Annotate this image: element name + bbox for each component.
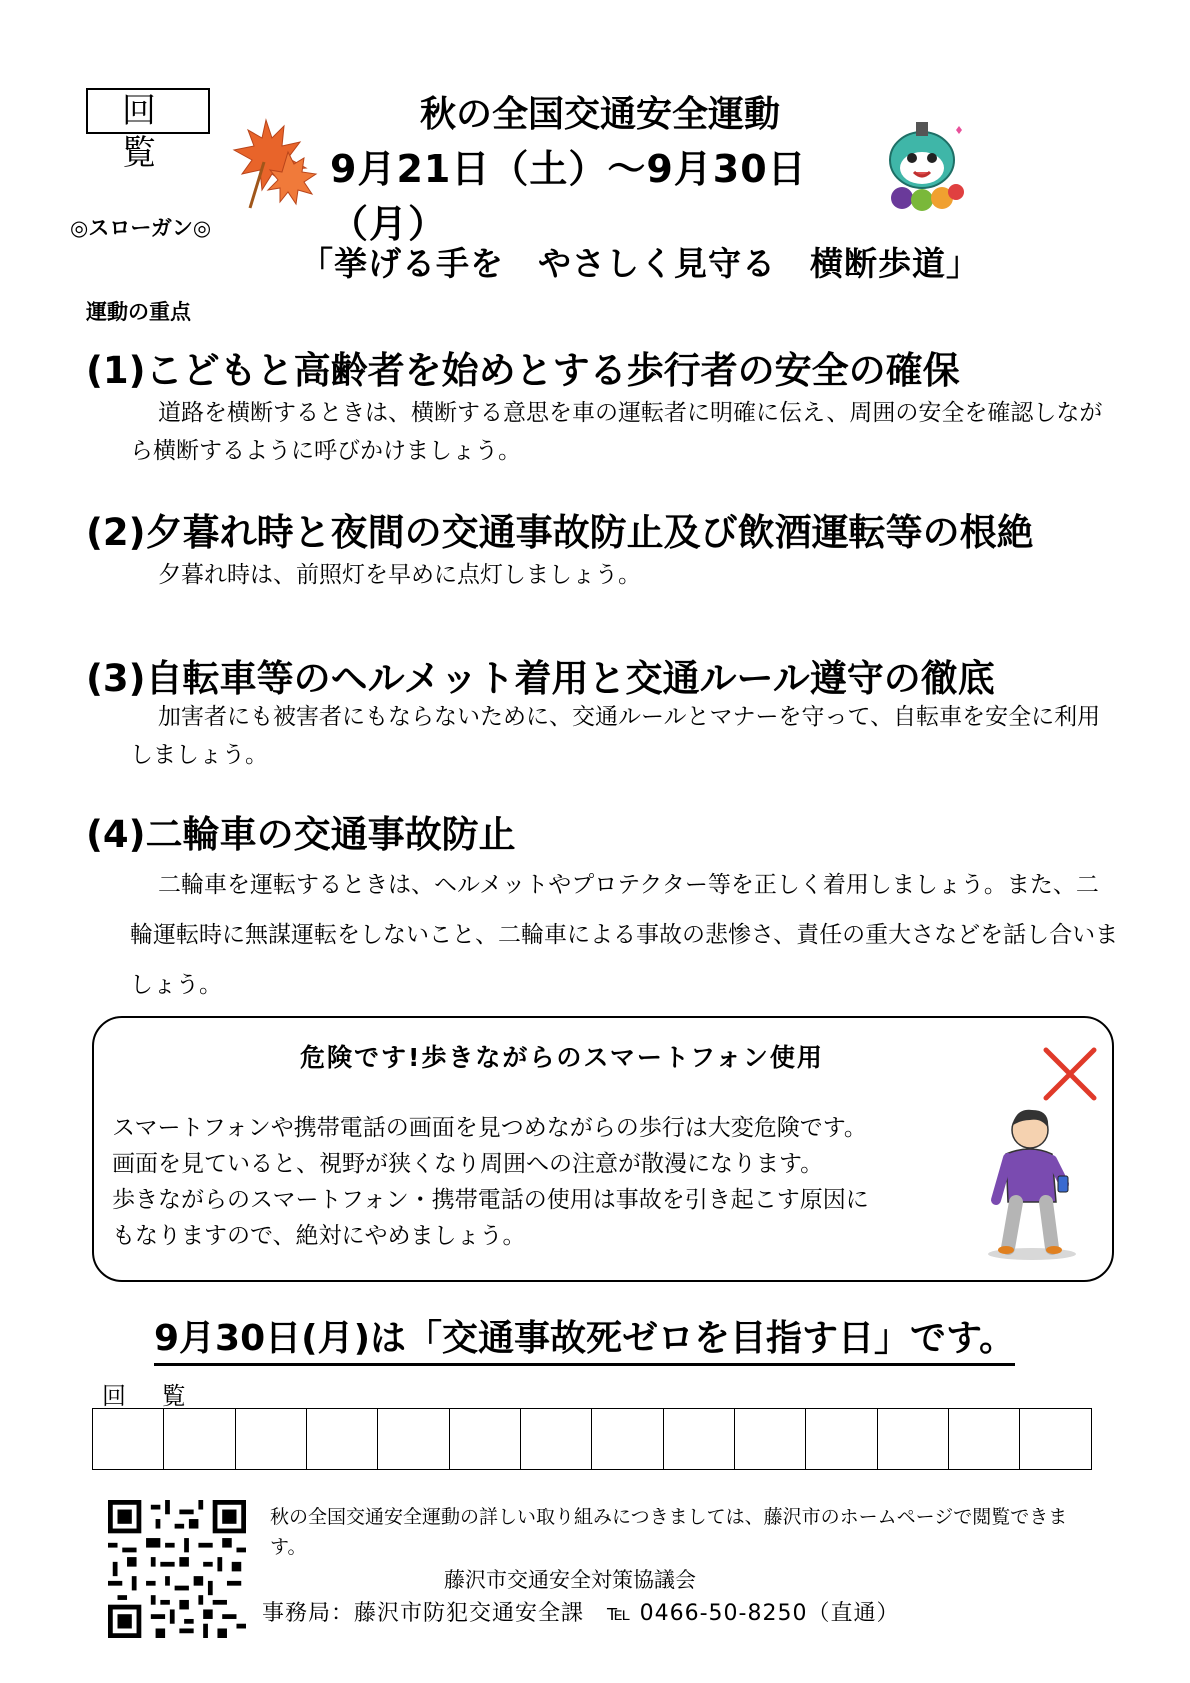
- kairan-cell[interactable]: [378, 1409, 449, 1470]
- kairan-stamp: 回 覧: [86, 88, 210, 134]
- kairan-cell[interactable]: [235, 1409, 306, 1470]
- slogan-text: 「挙げる手を やさしく見守る 横断歩道」: [300, 244, 980, 283]
- kairan-cell[interactable]: [449, 1409, 520, 1470]
- office-contact: 事務局：藤沢市防犯交通安全課 ℡ 0466-50-8250（直通）: [262, 1601, 900, 1626]
- maple-leaf-icon: [226, 112, 322, 214]
- kairan-cell[interactable]: [521, 1409, 592, 1470]
- cross-icon: [1040, 1044, 1100, 1104]
- page-title: 秋の全国交通安全運動: [419, 94, 780, 135]
- zero-accident-day: 9月30日(月)は「交通事故死ゼロを目指す日」です。: [154, 1310, 1015, 1366]
- kairan-cell[interactable]: [735, 1409, 806, 1470]
- kairan-cell[interactable]: [663, 1409, 734, 1470]
- warning-title: 危険です!歩きながらのスマートフォン使用: [300, 1043, 824, 1072]
- focus-body-3: 加害者にも被害者にもならないために、交通ルールとマナーを守って、自転車を安全に利用しましょう。: [130, 704, 1101, 768]
- slogan-label: ◎スローガン◎: [70, 216, 212, 240]
- kairan-cell[interactable]: [1020, 1409, 1092, 1470]
- kairan-cell[interactable]: [877, 1409, 948, 1470]
- kairan-cell[interactable]: [949, 1409, 1020, 1470]
- focus-heading-3: (3)自転車等のヘルメット着用と交通ルール遵守の徹底: [86, 657, 995, 700]
- focus-heading-2: (2)夕暮れ時と夜間の交通事故防止及び飲酒運転等の根絶: [86, 511, 1034, 554]
- kairan-label: 回 覧: [102, 1382, 200, 1410]
- kairan-checklist: [92, 1408, 1092, 1470]
- warning-line: もなりますので、絶対にやめましょう。: [112, 1223, 526, 1249]
- kairan-cell[interactable]: [806, 1409, 877, 1470]
- warning-line: スマートフォンや携帯電話の画面を見つめながらの歩行は大変危険です。: [112, 1115, 867, 1141]
- kairan-cell[interactable]: [592, 1409, 663, 1470]
- focus-body-1: 道路を横断するときは、横断する意思を車の運転者に明確に伝え、周囲の安全を確認しながら横断するように呼びかけましょう。: [130, 400, 1103, 464]
- council-name: 藤沢市交通安全対策協議会: [444, 1568, 696, 1592]
- focus-body-4: 二輪車を運転するときは、ヘルメットやプロテクター等を正しく着用しましょう。また、二輪運転時に無謀運転をしないこと、二輪車による事故の悲惨さ、責任の重大さなどを話し合いましょう。: [130, 872, 1119, 998]
- footer-note: 秋の全国交通安全運動の詳しい取り組みにつきましては、藤沢市のホームページで閲覧できます。: [270, 1506, 1068, 1558]
- focus-heading-1: (1)こどもと高齢者を始めとする歩行者の安全の確保: [86, 349, 960, 392]
- kairan-cell[interactable]: [93, 1409, 164, 1470]
- focus-body-2: 夕暮れ時は、前照灯を早めに点灯しましょう。: [158, 562, 641, 588]
- person-with-phone-icon: [972, 1104, 1092, 1264]
- warning-line: 歩きながらのスマートフォン・携帯電話の使用は事故を引き起こす原因に: [112, 1187, 869, 1213]
- warning-body: [112, 1110, 992, 1254]
- focus-heading-4: (4)二輪車の交通事故防止: [86, 813, 516, 856]
- kairan-cell[interactable]: [307, 1409, 378, 1470]
- kairan-cell[interactable]: [164, 1409, 235, 1470]
- qr-code-icon[interactable]: [108, 1500, 246, 1638]
- campaign-dates: 9月21日（土）～9月30日（月）: [330, 147, 807, 246]
- warning-line: 画面を見ていると、視野が狭くなり周囲への注意が散漫になります。: [112, 1151, 824, 1177]
- mascot-icon: [872, 118, 972, 214]
- focus-label: 運動の重点: [86, 300, 191, 324]
